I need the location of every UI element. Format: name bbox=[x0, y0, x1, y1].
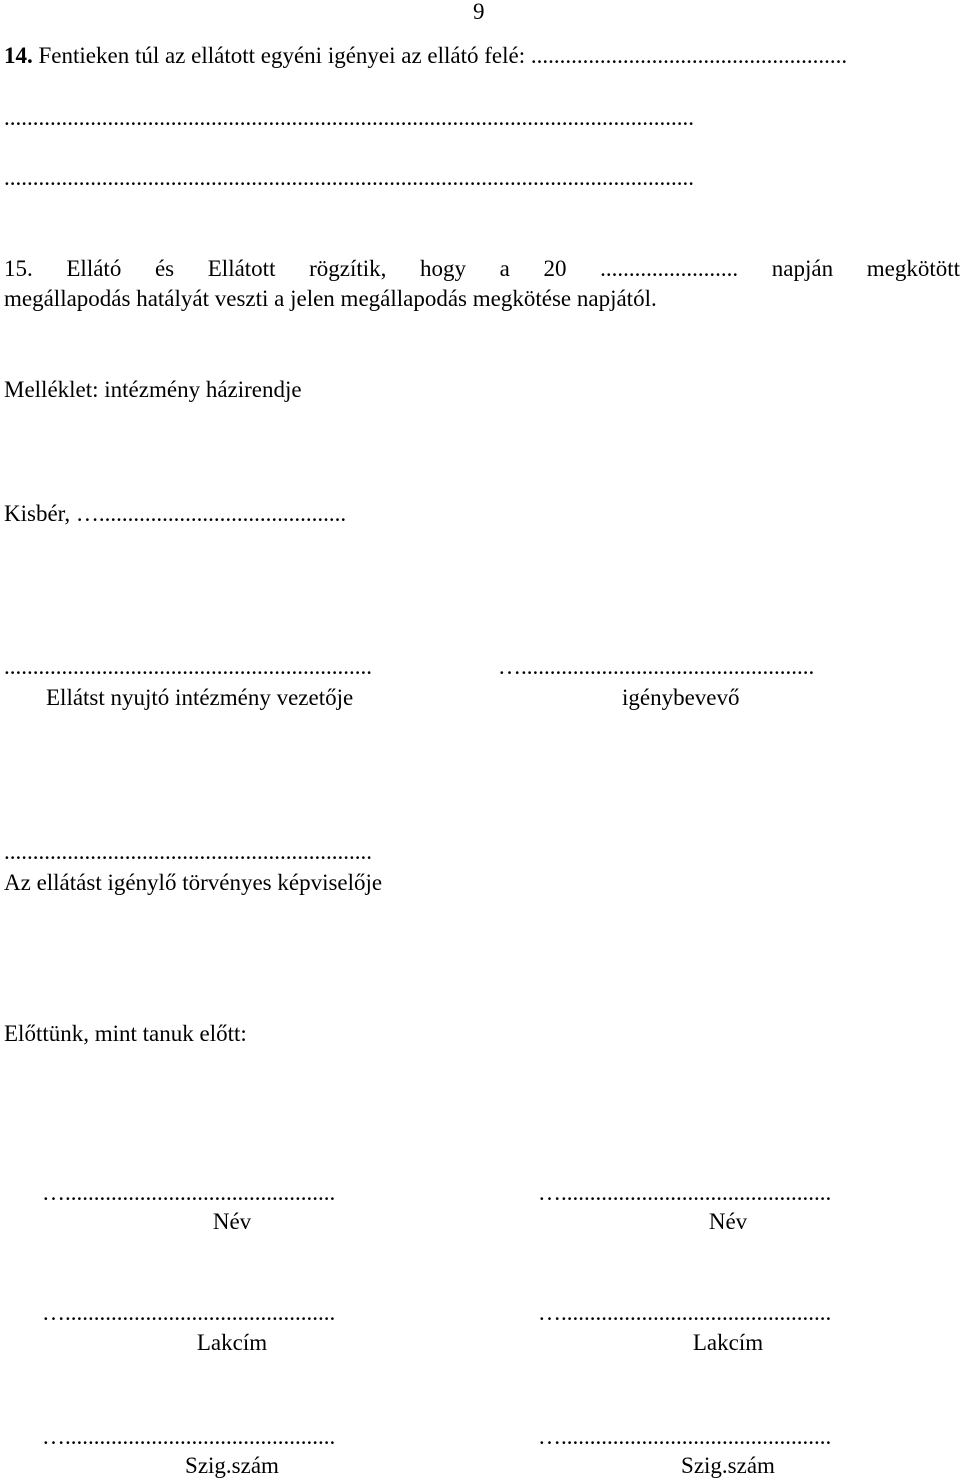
section-14-line bbox=[4, 44, 847, 67]
user-signature-line: …................................................... bbox=[498, 654, 815, 679]
provider-signature-label: Ellátst nyujtó intézmény vezetője bbox=[46, 685, 354, 710]
witness-right-name-line: …............................................... bbox=[538, 1180, 832, 1205]
user-signature-label: igénybevevő bbox=[622, 685, 740, 710]
witnesses-heading: Előttünk, mint tanuk előtt: bbox=[4, 1021, 247, 1046]
witness-left-id-line: …............................................... bbox=[42, 1424, 336, 1449]
witness-right-address-line: …............................................... bbox=[538, 1300, 832, 1325]
section-14-number: 14. bbox=[4, 43, 33, 68]
attachment-note: Melléklet: intézmény házirendje bbox=[4, 377, 302, 402]
witness-left-address-label: Lakcím bbox=[196, 1330, 268, 1355]
section-15-line-2: megállapodás hatályát veszti a jelen megállapodás megkötése napjától. bbox=[4, 286, 657, 311]
witness-left-name-line: …............................................... bbox=[42, 1180, 336, 1205]
representative-signature-line: ................................................................ bbox=[4, 839, 372, 864]
section-15-line-1: 15. Ellátó és Ellátott rögzítik, hogy a 20 ........................ napján megkötött bbox=[4, 256, 960, 281]
section-14-blank-line-1: ........................................................................................................................ bbox=[4, 105, 694, 130]
provider-signature-line: ................................................................ bbox=[4, 654, 372, 679]
page-number: 9 bbox=[473, 0, 485, 24]
section-14-text: Fentieken túl az ellátott egyéni igényei az ellátó felé: ....................................................... bbox=[38, 43, 848, 68]
representative-signature-label: Az ellátást igénylő törvényes képviselője bbox=[4, 870, 383, 895]
witness-right-name-label: Név bbox=[708, 1209, 748, 1234]
witness-left-name-label: Név bbox=[212, 1209, 252, 1234]
witness-left-address-line: …............................................... bbox=[42, 1300, 336, 1325]
witness-right-id-label: Szig.szám bbox=[681, 1453, 775, 1478]
section-14-blank-line-2: ........................................................................................................................ bbox=[4, 165, 694, 190]
witness-right-address-label: Lakcím bbox=[692, 1330, 764, 1355]
witness-right-id-line: …............................................... bbox=[538, 1424, 832, 1449]
witness-left-id-label: Szig.szám bbox=[185, 1453, 279, 1478]
place-date-line: Kisbér, …........................................... bbox=[4, 501, 347, 526]
